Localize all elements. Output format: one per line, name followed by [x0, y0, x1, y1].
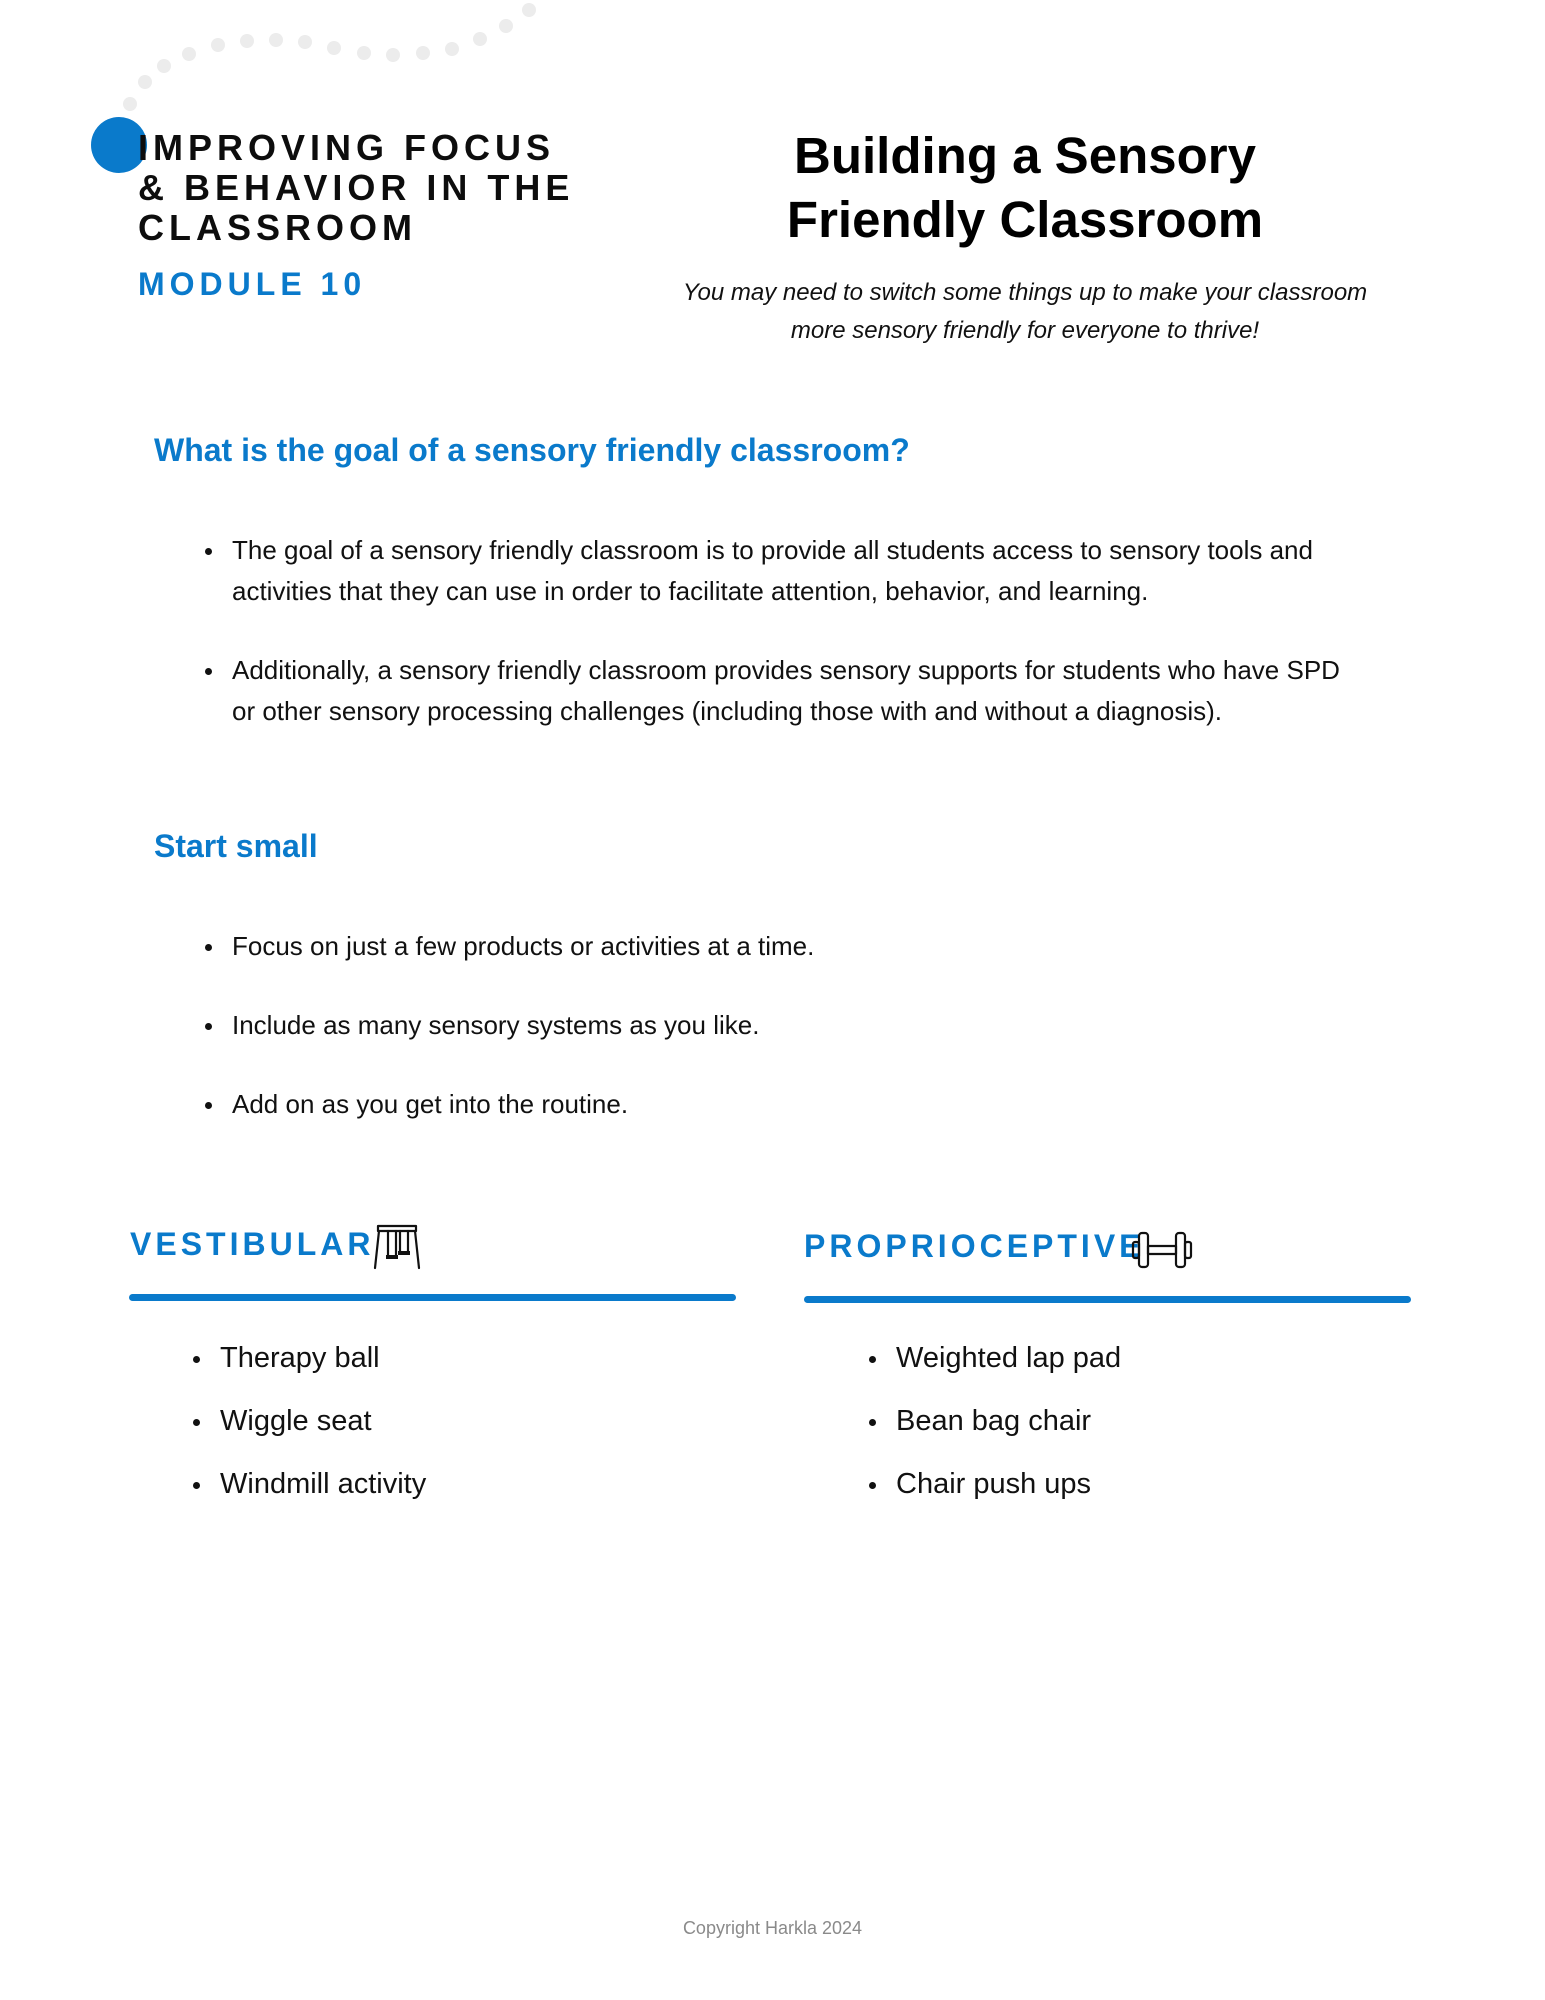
category-heading-vestibular: VESTIBULAR — [130, 1226, 375, 1262]
list-item: Include as many sensory systems as you like. — [232, 1005, 1362, 1046]
vestibular-divider — [129, 1294, 736, 1301]
dumbbell-icon — [1130, 1228, 1194, 1272]
proprioceptive-divider — [804, 1296, 1411, 1303]
list-item: Wiggle seat — [220, 1401, 426, 1464]
list-item: Windmill activity — [220, 1464, 426, 1527]
start-small-bullet-list — [232, 926, 1362, 1125]
dot-arc — [123, 3, 536, 111]
section-heading-goal: What is the goal of a sensory friendly classroom? — [154, 432, 910, 468]
list-item: Add on as you get into the routine. — [232, 1084, 1362, 1125]
page-title: Building a Sensory Friendly Classroom — [786, 127, 1264, 248]
swing-set-icon — [372, 1222, 422, 1272]
list-item: Weighted lap pad — [896, 1338, 1121, 1401]
proprioceptive-item-list — [896, 1338, 1121, 1527]
list-item: Chair push ups — [896, 1464, 1121, 1527]
course-title: IMPROVING FOCUS & BEHAVIOR IN THE CLASSROOM — [138, 127, 575, 248]
list-item: Therapy ball — [220, 1338, 426, 1401]
list-item: The goal of a sensory friendly classroom is to provide all students access to sensory tools and activities that they can use in order to facilitate attention, behavior, and learning. — [232, 530, 1362, 612]
module-label: MODULE 10 — [138, 266, 367, 302]
category-heading-proprioceptive: PROPRIOCEPTIVE — [804, 1228, 1145, 1264]
copyright-footer: Copyright Harkla 2024 — [682, 1918, 863, 1938]
goal-bullet-list — [232, 530, 1362, 732]
section-heading-start-small: Start small — [154, 828, 318, 864]
list-item: Additionally, a sensory friendly classroom provides sensory supports for students who have SPD or other sensory processing challenges (including those with and without a diagnosis). — [232, 650, 1362, 732]
page-subtitle: You may need to switch some things up to make your classroom more sensory friendly for everyone to thrive! — [682, 279, 1368, 344]
list-item: Focus on just a few products or activities at a time. — [232, 926, 1362, 967]
list-item: Bean bag chair — [896, 1401, 1121, 1464]
vestibular-item-list — [220, 1338, 426, 1527]
